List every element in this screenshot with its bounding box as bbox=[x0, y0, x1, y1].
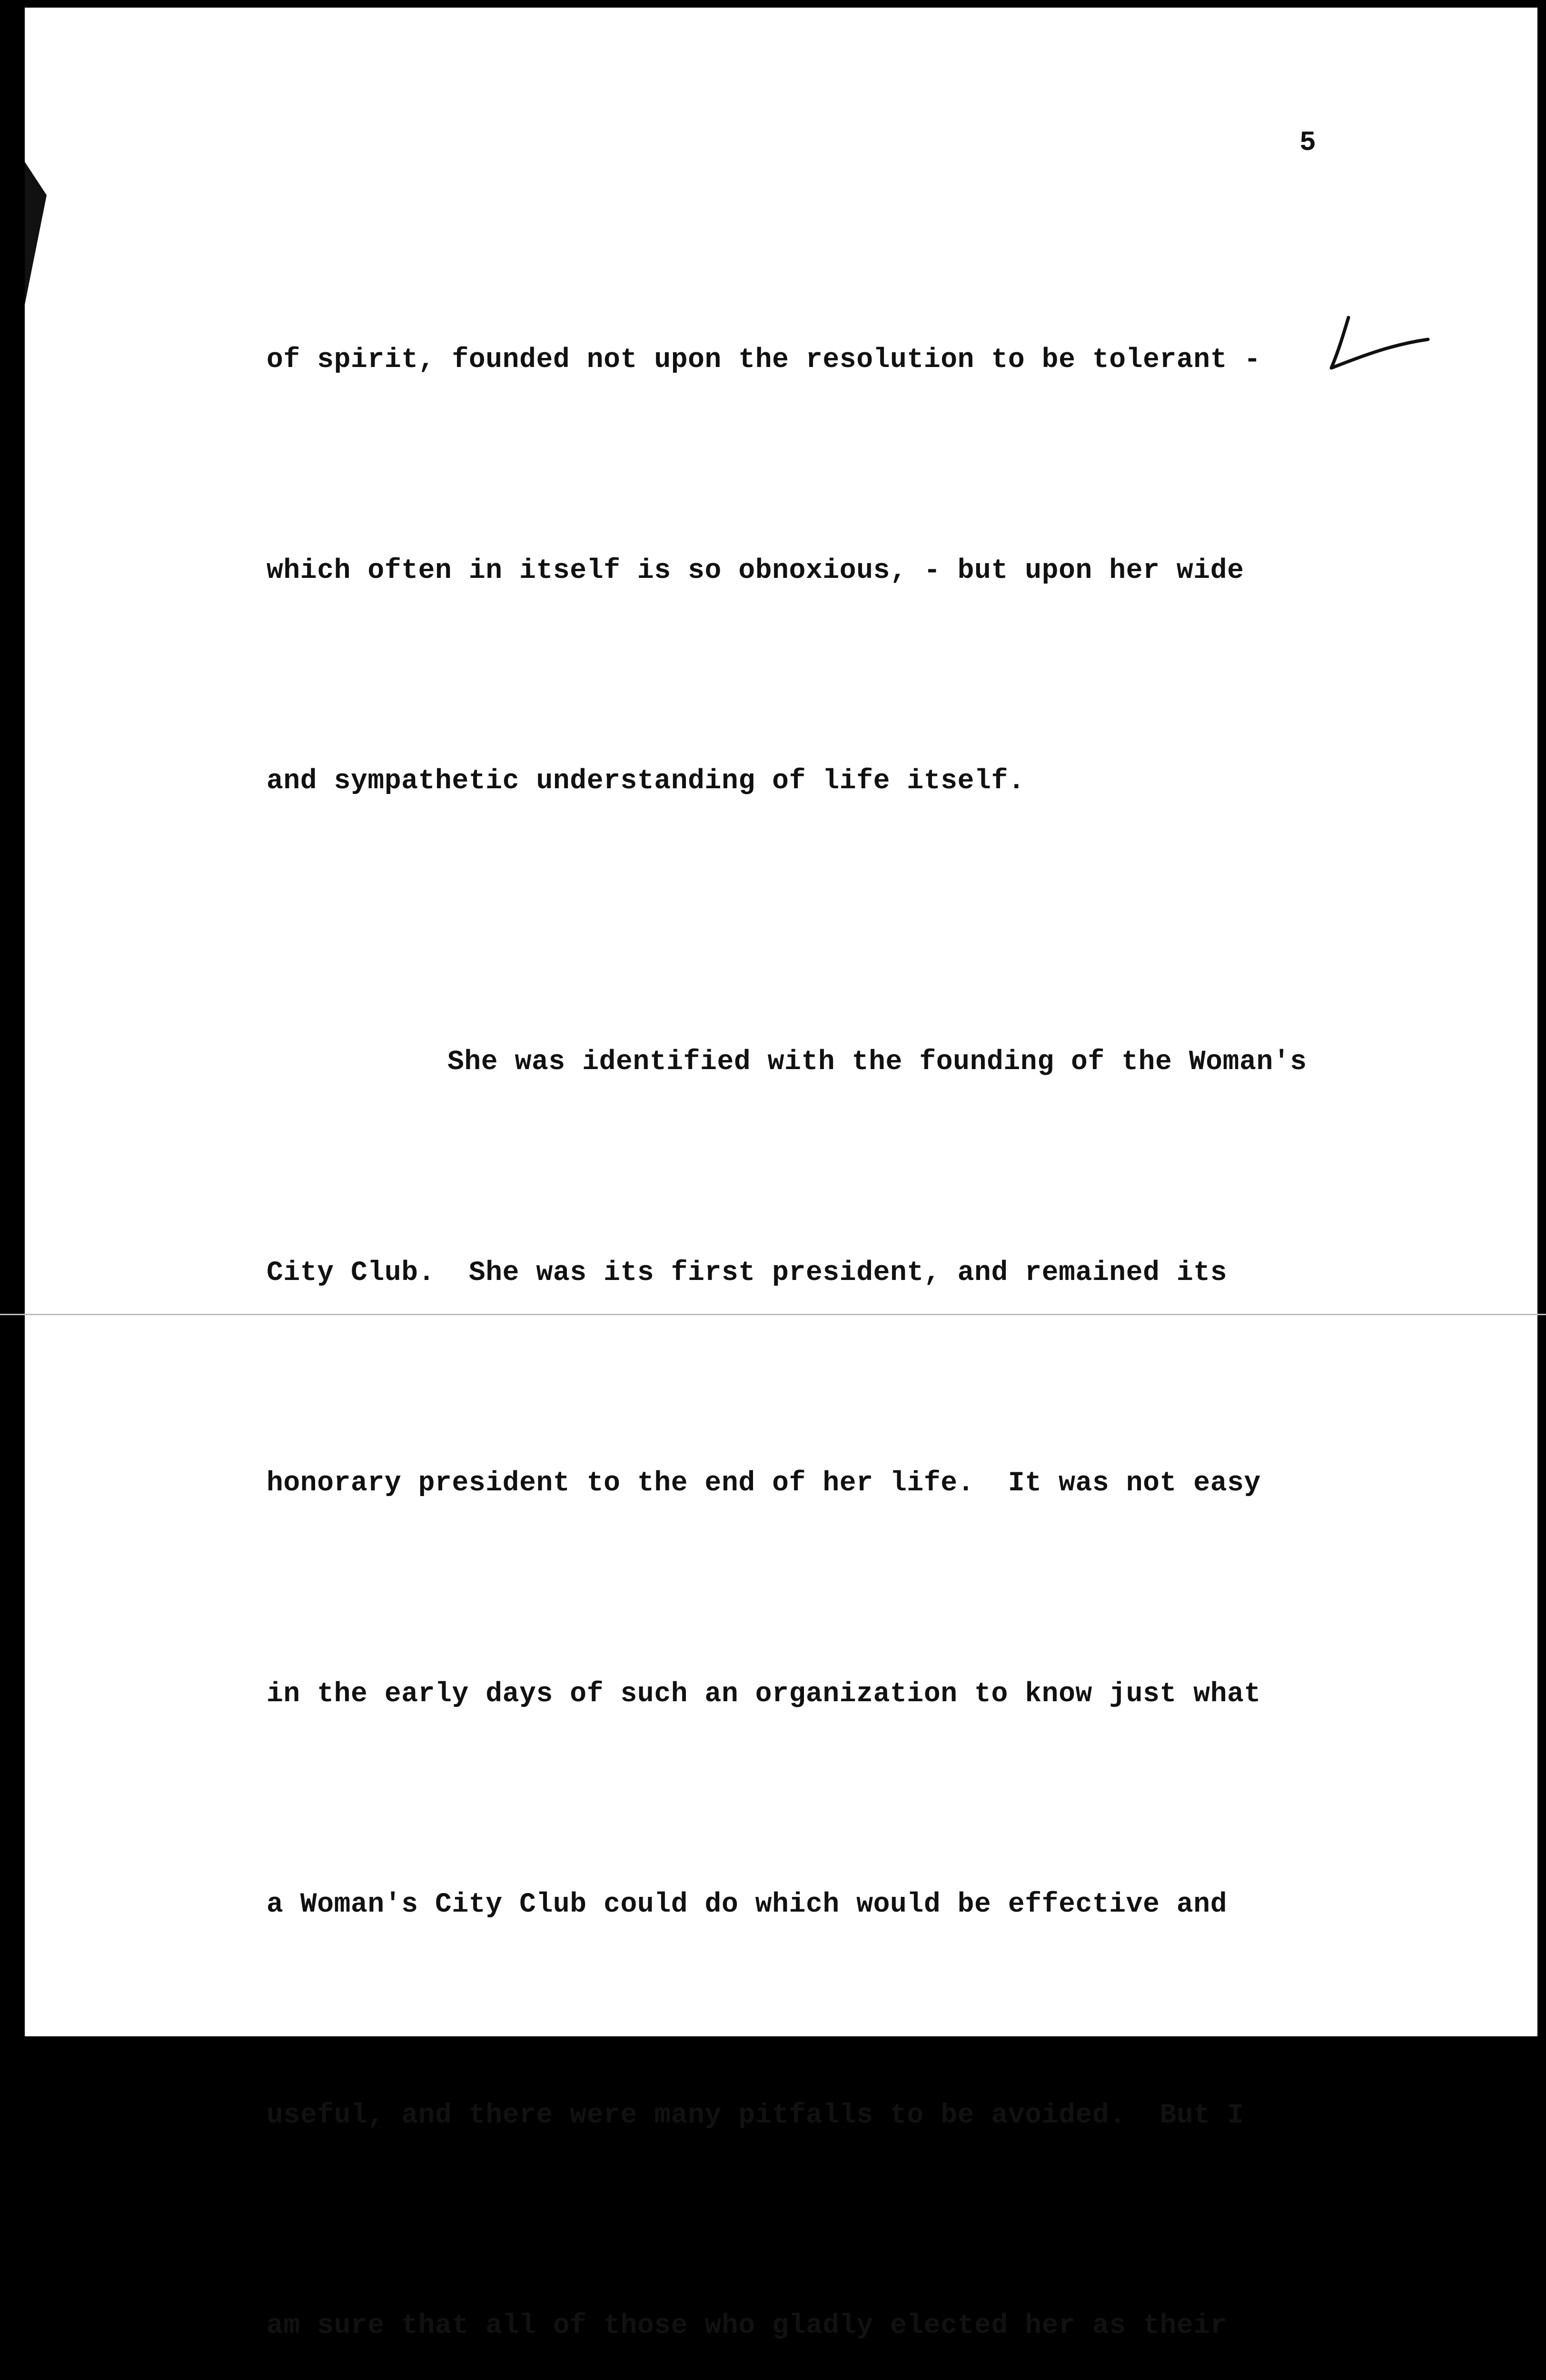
text-line: am sure that all of those who gladly elected her as their bbox=[267, 2311, 1228, 2341]
text-line: and sympathetic understanding of life itself. bbox=[267, 766, 1025, 797]
text-line: a Woman's City Club could do which would be effective and bbox=[267, 1889, 1228, 1920]
text-line: She was identified with the founding of the Woman's bbox=[447, 1047, 1307, 1078]
text-line: City Club. She was its first president, and remained its bbox=[267, 1257, 1228, 1289]
text-line: which often in itself is so obnoxious, - but upon her wide bbox=[267, 555, 1244, 586]
scan-border-top bbox=[0, 0, 1546, 8]
text-line: honorary president to the end of her life. It was not easy bbox=[267, 1468, 1261, 1499]
scan-shadow-wedge bbox=[25, 162, 47, 305]
text-line: useful, and there were many pitfalls to be avoided. But I bbox=[267, 2100, 1244, 2131]
page-number: 5 bbox=[1299, 128, 1316, 159]
text-line: in the early days of such an organization to know just what bbox=[267, 1678, 1261, 1710]
text-line: of spirit, founded not upon the resolution to be tolerant - bbox=[267, 345, 1261, 376]
body-text bbox=[267, 185, 1390, 2380]
scan-border-left bbox=[0, 0, 25, 2056]
scan-border-right bbox=[1537, 0, 1546, 2056]
